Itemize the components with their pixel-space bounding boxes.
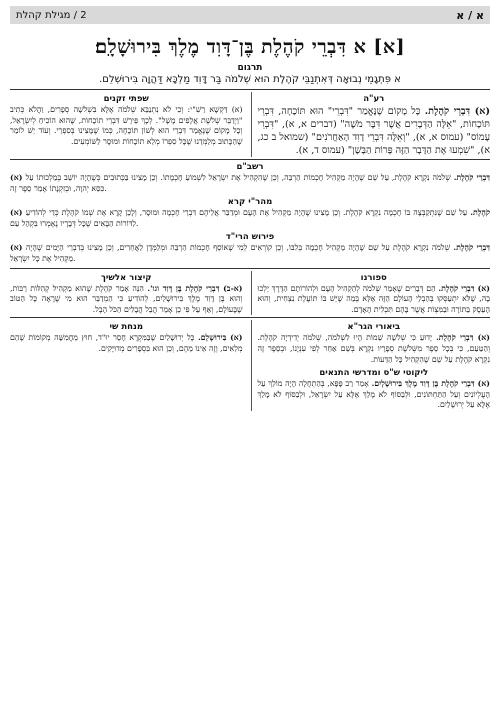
ibn-ezra-lead: (א) קֹהֶלֶת. bbox=[10, 208, 491, 218]
page-label: 2 / מגילת קהלת bbox=[16, 9, 87, 21]
siftei-text: (א) דַּקְשָׁא רַשִׁ"י: וְכִי לֹא נִתְנַבֵּא שְׁלֹמֹה אֶלָּא בִּשְׁלֹשָׁה סְפָרִים, וַהֲלֹא כְּתִיב "וַיְדַבֵּר שְׁלֹשֶׁת אֲלָפִים מָשָׁל". לְכָךְ פֵּירֵשׁ דִּבְרֵי תוֹכָחוֹת, שֶׁהוּא הוֹכִיחַ לְיִשְׂרָאֵל, וְכָל מָקוֹם שֶׁנֶּאֱמַר דִּבְרֵי הוּא לְשׁוֹן תּוֹכָחָה, כְּמוֹ שֶׁמָּצִינוּ בְּסִפְרֵי. וְעוֹד יֵשׁ לוֹמַר שֶׁהַכָּתוּב מְלַמְּדֵנוּ שֶׁכָּל סִפְרוֹ מְלֵא תוֹכָחוֹת וּמוּסָר לַשּׁוֹמְעִים. bbox=[10, 105, 243, 146]
rashbam-section bbox=[10, 162, 490, 194]
likutei-title: ליקוטי ש"ס ומדרשי התנאים bbox=[319, 368, 429, 379]
divider bbox=[10, 268, 490, 269]
sforno-text: הֵם דְּבָרִים שֶׁאָמַר שְׁלֹמֹה לְהַקְהִיל הָעָם וּלְהוֹרוֹתָם הַדֶּרֶךְ יֵלְכוּ בָהּ, שֶׁלֹּא יִתְעַסְּקוּ בְּהַבְלֵי הָעוֹלָם הַזֶּה אֶלָּא בְּמַה שֶׁיֵּשׁ בּוֹ תּוֹעֶלֶת נִצְחִית, וְהוּא הָעֵסֶק בַּתּוֹרָה וּבַמִּצְוֹת אֲשֶׁר בָּהֶם תִּכְלִית הָאָדָם. bbox=[257, 283, 490, 314]
minchat-shai-column bbox=[10, 320, 243, 411]
sforno-title: ספורנו bbox=[360, 272, 387, 283]
ibn-ezra-text: עַל שֵׁם שֶׁנִּתְקַבְּצָה בּוֹ חָכְמָה נִקְרָא קֹהֶלֶת. וְכֵן מָצִינוּ שֶׁהָיָה מַקְהִיל אֶת הָעָם וּמְדַבֵּר אֲלֵיהֶם דִּבְרֵי חָכְמָה וּמוּסָר, וְלָכֵן קָרָא אֶת שְׁמוֹ קֹהֶלֶת כְּדֵי לְהוֹדִיעַ לַדּוֹרוֹת הַבָּאִים שֶׁכָּל דְּבָרָיו נֶאֶמְרוּ בִּקְהַל עַם. bbox=[10, 208, 468, 228]
gra-likutei-column bbox=[251, 320, 491, 411]
main-verse: [א] א דִּבְרֵי קֹהֶלֶת בֶּן־דָּוִד מֶלֶךְ בִּירוּשָׁלָֽם׃ bbox=[94, 36, 406, 58]
targum-text: א פִּתְגָמֵי נְבוּאָה דְּאִתְנַבֵּי קֹהֶלֶת הוּא שְׁלֹמֹה בַּר דָּוִד מַלְכָּא דַּהֲוָה בִּירוּשְׁלֵם. bbox=[99, 74, 401, 85]
alshich-title: קיצור אלשיך bbox=[101, 272, 152, 283]
chapter-ref: א / א bbox=[456, 8, 484, 22]
rashi-label: רע"ה bbox=[363, 94, 385, 104]
commentary-row-top bbox=[10, 92, 490, 157]
gra-text: יָדוּעַ כִּי שְׁלֹשָׁה שֵׁמוֹת הָיוּ לִשְׁלֹמֹה, שְׁלֹמֹה יְדִידְיָה קֹהֶלֶת. וְהַטַּעַם, כִּי בְּכָל סֵפֶר מִשְּׁלֹשֶׁת סְפָרָיו נִקְרָא בְּשֵׁם אַחֵר לְפִי עִנְיָנוֹ, וּבְסֵפֶר זֶה נִקְרָא קֹהֶלֶת עַל שֵׁם שֶׁהִקְהִיל כָּל הַדֵּעוֹת. bbox=[257, 333, 490, 364]
harid-section bbox=[10, 232, 490, 264]
siftei-title: שפתי זקנים bbox=[103, 94, 149, 104]
alshich-text: הִנֵּה אָמַר קֹהֶלֶת שֶׁהוּא מַקְהִיל קְהִלּוֹת רַבּוֹת, וְהוּא בֶּן דָּוִד מֶלֶךְ בִּירוּשָׁלַיִם, לְהוֹדִיעַ כִּי הַמְדַבֵּר הוּא מִי שֶׁרָאָה כָּל הַטּוֹב שֶׁבָּעוֹלָם, וְאַף עַל פִּי כֵן אָמַר הֲבֵל הֲבָלִים הַכֹּל הָבֶל. bbox=[10, 283, 243, 314]
minchat-shai-text: כָּל יְרוּשָׁלַיִם שֶׁבַּמִּקְרָא חָסֵר יוּ"ד, חוּץ מֵחֲמִשָּׁה מְקוֹמוֹת שֶׁהֵם מְלֵאִים, וְזֶה אֵינוֹ מֵהֶם, וְכֵן הוּא בִּסְפָרִים מְדוּיָּקִים. bbox=[10, 333, 243, 353]
divider bbox=[10, 159, 490, 160]
rashi-column bbox=[251, 92, 491, 157]
likutei-text: אָמַר רַב פָּפָּא, בְּהַתְחָלָה הָיָה מוֹלֵךְ עַל הָעֶלְיוֹנִים וְעַל הַתַּחְתּוֹנִים, וּלְבַסּוֹף לֹא מָלַךְ אֶלָּא עַל יִשְׂרָאֵל, וּלְבַסּוֹף לֹא מָלַךְ אֶלָּא עַל יְרוּשָׁלַיִם. bbox=[257, 379, 490, 410]
alshich-column bbox=[10, 271, 243, 316]
rashi-lead: (א) דִּבְרֵי קֹהֶלֶת. bbox=[424, 106, 490, 117]
targum-title: תרגום bbox=[237, 63, 263, 73]
rashbam-lead: (א) דִּבְרֵי קֹהֶלֶת. bbox=[10, 173, 490, 182]
running-header bbox=[10, 6, 490, 24]
divider bbox=[10, 317, 490, 318]
divider bbox=[10, 89, 490, 90]
ibn-ezra-title: מהר"י קרא bbox=[227, 197, 273, 208]
rashi-text: כָּל מָקוֹם שֶׁנֶּאֱמַר "דִּבְרֵי" הוּא תּוֹכָחָה, דִּבְרֵי תּוֹכָחוֹת, "אֵלֶּה הַדְּבָרִים אֲשֶׁר דִּבֶּר מֹשֶׁה" (דברים א, א), "דִּבְרֵי עָמוֹס" (עמוס א, א), "וְאֵלֶּה דִּבְרֵי דָוִד הָאַחֲרֹנִים" (שמואל ב כג, א), "שִׁמְעוּ אֶת הַדָּבָר הַזֶּה פָּרוֹת הַבָּשָׁן" (עמוס ד, א). bbox=[257, 106, 490, 156]
commentary-row-bottom bbox=[10, 320, 490, 411]
harid-title: פירוש הרי"ד bbox=[225, 232, 275, 243]
gra-title: ביאורי הגר"א bbox=[347, 322, 401, 333]
minchat-shai-title: מנחת שי bbox=[109, 322, 144, 333]
rashbam-title: רשב"ם bbox=[236, 162, 264, 172]
likutei-lead: (א) דִּבְרֵי קֹהֶלֶת בֶּן דָּוִד מֶלֶךְ בִּירוּשָׁלָיִם. bbox=[371, 379, 490, 389]
harid-text: שְׁלֹמֹה נִקְרָא קֹהֶלֶת עַל שֵׁם שֶׁהָיָה מַקְהִיל חָכְמָה בְּלִבּוֹ, וְכֵן קוֹרְאִים לְמִי שֶׁאוֹסֵף חָכְמוֹת הַרְבֵּה וּמְלַמְּדָן לַאֲחֵרִים, וְכֵן מָצִינוּ בְּדִבְרֵי הַיָּמִים שֶׁהָיָה מַקְהִיל אֶת כָּל יִשְׂרָאֵל. bbox=[10, 243, 451, 263]
alshich-lead: (א-ב) דִּבְרֵי קֹהֶלֶת בֶּן דָּוִד וגו'. bbox=[147, 283, 243, 293]
harid-lead: (א) דִּבְרֵי קֹהֶלֶת. bbox=[10, 243, 490, 253]
gra-lead: (א) דִּבְרֵי קֹהֶלֶת. bbox=[436, 333, 490, 343]
ibn-ezra-section bbox=[10, 197, 490, 229]
siftei-column bbox=[10, 92, 243, 157]
minchat-shai-lead: (א) בִּירוּשָׁלָם. bbox=[197, 333, 243, 343]
commentary-row-middle bbox=[10, 271, 490, 316]
sforno-lead: (א) דִּבְרֵי קֹהֶלֶת. bbox=[438, 283, 490, 293]
rashbam-text: שְׁלֹמֹה נִקְרָא קֹהֶלֶת, עַל שֵׁם שֶׁהָיָה מַקְהִיל חָכְמוֹת הַרְבֵּה, וְכֵן שֶׁהִקְהִיל אֶת יִשְׂרָאֵל לִשְׁמוֹעַ חָכְמָתוֹ. וְכֵן מָצִינוּ בַּכְּתוּבִים כְּשֶׁהָיָה יוֹשֵׁב בְּמַלְכוּתוֹ עַל כִּסֵּא יְהוָה, וּבְזִקְנָתוֹ אָמַר סֵפֶר זֶה. bbox=[10, 173, 451, 193]
sforno-column bbox=[251, 271, 491, 316]
